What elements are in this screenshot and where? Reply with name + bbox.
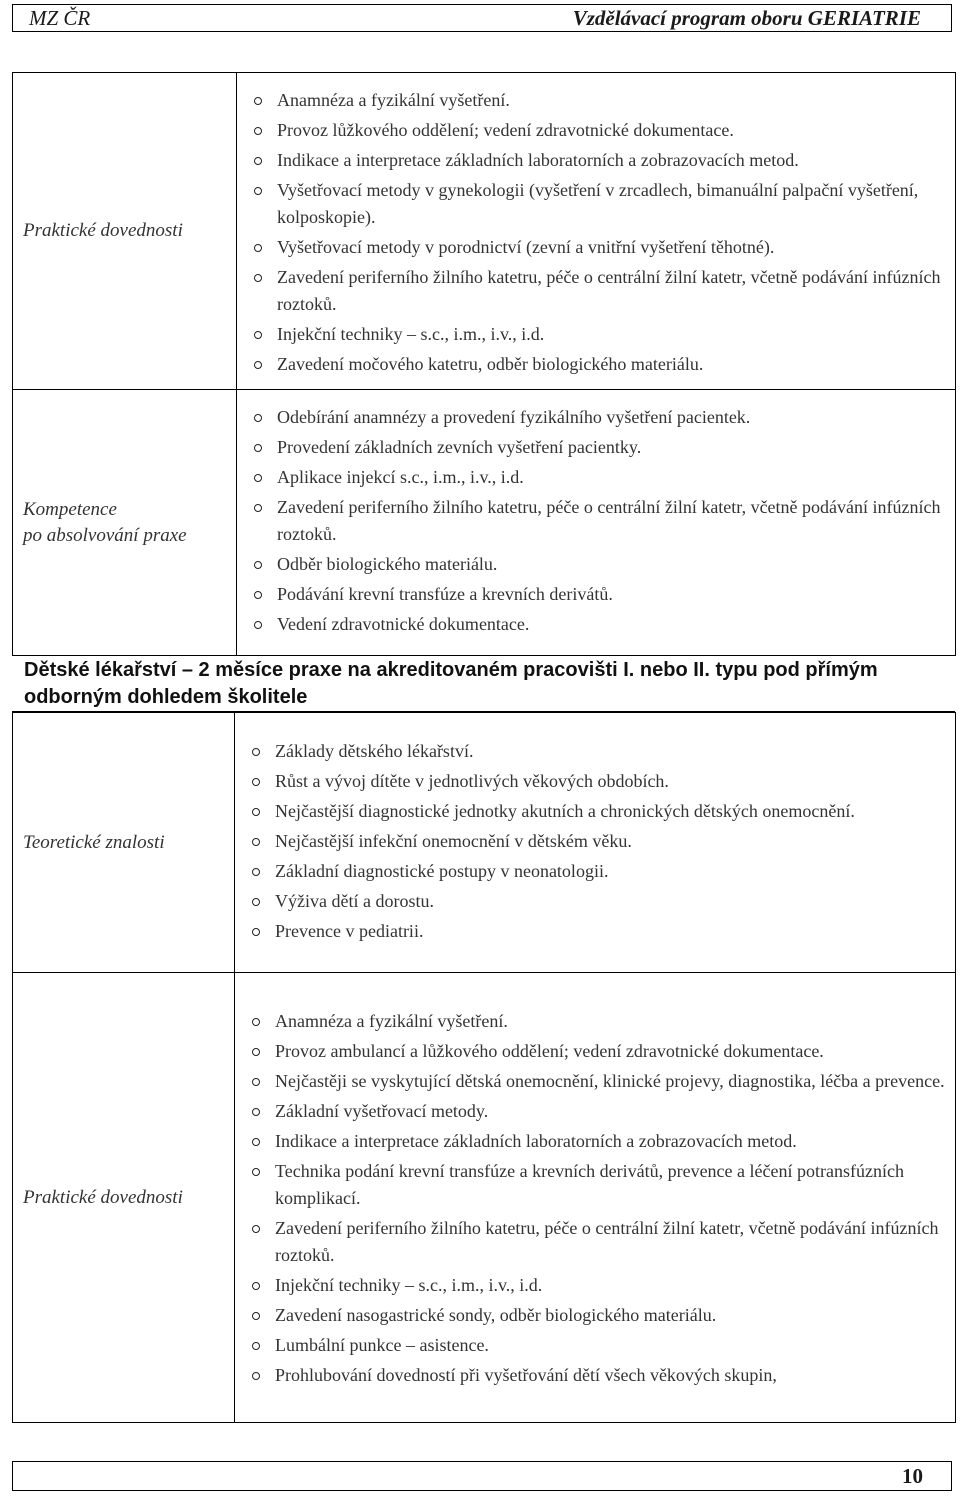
row-content — [235, 713, 956, 973]
table-pediatrics — [12, 712, 956, 1423]
item-list — [235, 738, 955, 945]
item-list — [237, 404, 955, 638]
row-content — [237, 390, 956, 656]
row-label — [13, 713, 235, 973]
list-item: Lumbální punkce – asistence. — [235, 1332, 955, 1359]
row-label-line: Teoretické znalosti — [23, 831, 165, 853]
list-item: Zavedení periferního žilního katetru, péče o centrální žilní katetr, včetně podávání infúzních roztoků. — [237, 494, 955, 548]
list-item: Aplikace injekcí s.c., i.m., i.v., i.d. — [237, 464, 955, 491]
item-list — [235, 1008, 955, 1389]
list-item: Anamnéza a fyzikální vyšetření. — [235, 1008, 955, 1035]
list-item: Injekční techniky – s.c., i.m., i.v., i.d. — [235, 1272, 955, 1299]
header-ministry: MZ ČR — [29, 6, 91, 30]
list-item: Odběr biologického materiálu. — [237, 551, 955, 578]
list-item: Prevence v pediatrii. — [235, 918, 955, 945]
table-row — [13, 973, 956, 1423]
list-item: Vedení zdravotnické dokumentace. — [237, 611, 955, 638]
list-item: Základní vyšetřovací metody. — [235, 1098, 955, 1125]
page-footer — [12, 1461, 952, 1491]
row-label-line: Praktické dovednosti — [23, 220, 183, 241]
list-item: Provoz lůžkového oddělení; vedení zdravotnické dokumentace. — [237, 117, 955, 144]
list-item: Výživa dětí a dorostu. — [235, 888, 955, 915]
list-item: Technika podání krevní transfúze a krevních derivátů, prevence a léčení potransfúzních komplikací. — [235, 1158, 955, 1212]
list-item: Růst a vývoj dítěte v jednotlivých věkových obdobích. — [235, 768, 955, 795]
list-item: Injekční techniky – s.c., i.m., i.v., i.d. — [237, 321, 955, 348]
list-item: Nejčastější diagnostické jednotky akutních a chronických dětských onemocnění. — [235, 798, 955, 825]
list-item: Anamnéza a fyzikální vyšetření. — [237, 87, 955, 114]
row-label-line: po absolvování praxe — [23, 524, 187, 546]
list-item: Vyšetřovací metody v porodnictví (zevní a vnitřní vyšetření těhotné). — [237, 234, 955, 261]
section-heading: Dětské lékařství – 2 měsíce praxe na akreditovaném pracovišti I. nebo II. typu pod přímým odborným dohledem školitele — [12, 655, 955, 712]
list-item: Zavedení periferního žilního katetru, péče o centrální žilní katetr, včetně podávání infúzních roztoků. — [235, 1215, 955, 1269]
list-item: Podávání krevní transfúze a krevních derivátů. — [237, 581, 955, 608]
table-gynecology — [12, 72, 956, 656]
page-header — [12, 4, 952, 32]
list-item: Provoz ambulancí a lůžkového oddělení; vedení zdravotnické dokumentace. — [235, 1038, 955, 1065]
list-item: Zavedení nasogastrické sondy, odběr biologického materiálu. — [235, 1302, 955, 1329]
row-label — [13, 390, 237, 656]
list-item: Odebírání anamnézy a provedení fyzikálního vyšetření pacientek. — [237, 404, 955, 431]
list-item: Indikace a interpretace základních laboratorních a zobrazovacích metod. — [235, 1128, 955, 1155]
list-item: Prohlubování dovedností při vyšetřování dětí všech věkových skupin, — [235, 1362, 955, 1389]
table-row — [13, 713, 956, 973]
list-item: Zavedení močového katetru, odběr biologického materiálu. — [237, 351, 955, 378]
list-item: Zavedení periferního žilního katetru, péče o centrální žilní katetr, včetně podávání infúzních roztoků. — [237, 264, 955, 318]
row-label — [13, 973, 235, 1423]
list-item: Nejčastější infekční onemocnění v dětském věku. — [235, 828, 955, 855]
page-number: 10 — [902, 1464, 923, 1488]
row-content — [235, 973, 956, 1423]
list-item: Základy dětského lékařství. — [235, 738, 955, 765]
list-item: Nejčastěji se vyskytující dětská onemocnění, klinické projevy, diagnostika, léčba a prevence. — [235, 1068, 955, 1095]
list-item: Indikace a interpretace základních laboratorních a zobrazovacích metod. — [237, 147, 955, 174]
list-item: Vyšetřovací metody v gynekologii (vyšetření v zrcadlech, bimanuální palpační vyšetření, kolposkopie). — [237, 177, 955, 231]
item-list — [237, 87, 955, 378]
table-row — [13, 390, 956, 656]
header-program-title: Vzdělávací program oboru GERIATRIE — [572, 6, 921, 30]
list-item: Provedení základních zevních vyšetření pacientky. — [237, 434, 955, 461]
list-item: Základní diagnostické postupy v neonatologii. — [235, 858, 955, 885]
row-label-line: Praktické dovednosti — [23, 1186, 183, 1208]
row-label — [13, 73, 237, 390]
row-label-line: Kompetence — [23, 498, 117, 520]
row-content — [237, 73, 956, 390]
table-row — [13, 73, 956, 390]
